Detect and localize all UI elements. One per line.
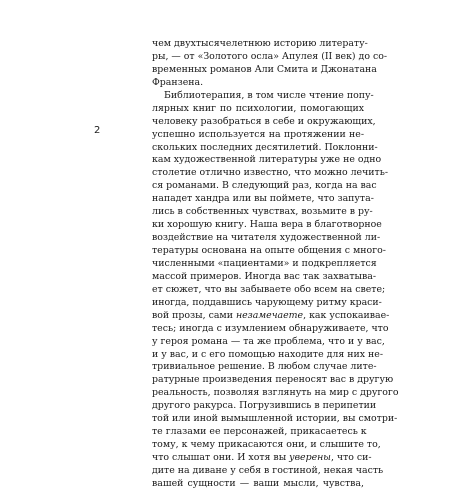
text-line: нападет хандра или вы поймете, что запута-: [152, 193, 374, 205]
text-line: тому, к чему прикасаются они, и слышите то,: [152, 439, 381, 451]
text-line: Библиотерапия, в том числе чтение попу-: [164, 89, 374, 101]
text-line: скольких последних десятилетий. Поклонни-: [152, 141, 378, 153]
body-text: [152, 38, 399, 491]
text-line: те глазами ее персонажей, прикасаетесь к: [152, 426, 367, 438]
text-line: и у вас, и с его помощью находите для них не-: [152, 348, 383, 360]
text-line: лярных книг по психологии, помогающих: [152, 102, 364, 114]
page-number: 2: [94, 125, 101, 136]
text-line: ки хорошую книгу. Наша вера в благотворное: [152, 219, 382, 231]
text-line: ры, — от «Золотого осла» Апулея (II век) до со-: [152, 50, 388, 62]
text-line: той или иной вымышленной истории, вы смотри-: [152, 413, 398, 425]
text-line: человеку разобраться в себе и окружающих,: [152, 115, 376, 127]
text-line: реальность, позволяя взглянуть на мир с другого: [152, 387, 399, 399]
text-line: ратурные произведения переносят вас в другую: [152, 374, 394, 386]
text-line: тературы основана на опыте общения с много-: [152, 245, 386, 256]
text-line: столетие отлично известно, что можно лечить-: [152, 167, 388, 179]
text-line: массой примеров. Иногда вас так захватыва-: [152, 270, 377, 282]
text-line: тесь; иногда с изумлением обнаруживаете, что: [152, 322, 389, 334]
text-line: воздействие на читателя художественной ли-: [152, 232, 381, 244]
text-line: другого ракурса. Погрузившись в перипетии: [152, 400, 377, 412]
text-line: успешно используется на протяжении не-: [152, 128, 364, 140]
text-line: дите на диване у себя в гостиной, некая часть: [152, 464, 384, 476]
text-line: вашей сущности — ваши мысли, чувства,: [152, 477, 364, 489]
text-line: чем двухтысячелетнюю историю литерату-: [152, 38, 368, 49]
text-line: тривиальное решение. В любом случае лите-: [152, 361, 377, 373]
text-line: иногда, поддавшись чарующему ритму краси-: [152, 296, 382, 308]
text-line: ет сюжет, что вы забываете обо всем на свете;: [152, 283, 386, 295]
text-line: что слышат они. И хотя вы уверены, что си-: [152, 452, 372, 463]
text-line: лись в собственных чувствах, возьмите в ру-: [152, 206, 373, 218]
text-line: ся романами. В следующий раз, когда на вас: [152, 180, 377, 192]
text-line: вой прозы, сами незамечаете, как успокаивае-: [152, 309, 390, 321]
text-line: временных романов Али Смита и Джонатана: [152, 63, 377, 75]
text-line: Франзена.: [152, 76, 204, 88]
emphasis: незамечаете: [235, 309, 304, 321]
text-line: у героя романа — та же проблема, что и у вас,: [152, 335, 385, 347]
emphasis: уверены: [289, 452, 331, 463]
text-line: кам художественной литературы уже не одно: [152, 154, 382, 166]
text-line: численными «пациентами» и подкрепляется: [152, 257, 377, 269]
